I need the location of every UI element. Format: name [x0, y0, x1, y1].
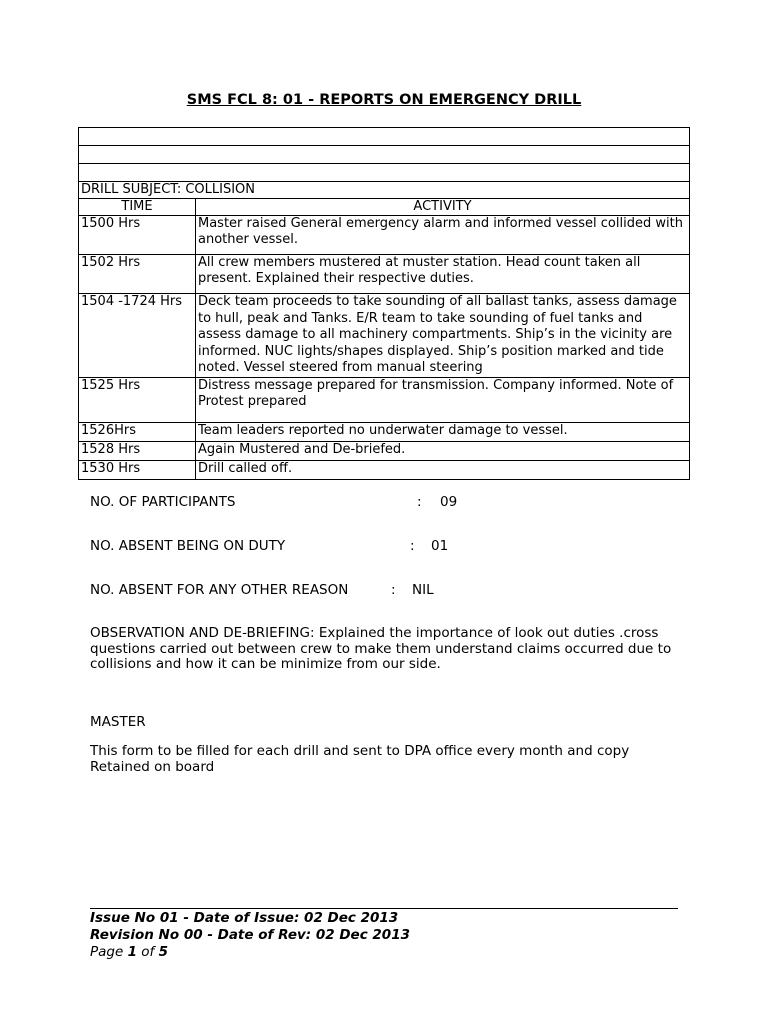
blank-row — [79, 164, 690, 182]
drill-subject: DRILL SUBJECT: COLLISION — [79, 182, 690, 199]
time-cell: 1526Hrs — [79, 423, 196, 442]
time-cell: 1500 Hrs — [79, 216, 196, 255]
activity-cell: Drill called off. — [196, 461, 690, 480]
page-title: SMS FCL 8: 01 - REPORTS ON EMERGENCY DRILL — [186, 92, 582, 108]
master-label: MASTER — [90, 714, 146, 730]
time-cell: 1528 Hrs — [79, 442, 196, 461]
activity-cell: All crew members mustered at muster station. Head count taken all present. Explained their respective duties. — [196, 255, 690, 294]
activity-cell: Master raised General emergency alarm and informed vessel collided with another vessel. — [196, 216, 690, 255]
blank-row — [79, 146, 690, 164]
table-row — [79, 442, 690, 461]
absent-other-colon: : — [391, 582, 396, 598]
absent-duty-value: 01 — [431, 538, 449, 554]
footer — [90, 910, 410, 961]
page-current: 1 — [127, 944, 137, 960]
revision-info: Revision No 00 - Date of Rev: 02 Dec 2013 — [90, 927, 410, 943]
page-prefix: Page — [90, 944, 128, 960]
blank-cell — [79, 146, 690, 164]
activity-cell: Again Mustered and De-briefed. — [196, 442, 690, 461]
drill-table — [78, 127, 690, 480]
absent-duty-colon: : — [410, 538, 415, 554]
absent-other-value: NIL — [412, 582, 434, 598]
form-note: This form to be filled for each drill and sent to DPA office every month and copy Retained on board — [90, 743, 630, 775]
activity-header: ACTIVITY — [196, 199, 690, 216]
table-row — [79, 294, 690, 378]
blank-cell — [79, 128, 690, 146]
activity-cell: Distress message prepared for transmission. Company informed. Note of Protest prepared — [196, 378, 690, 423]
observation-text: OBSERVATION AND DE-BRIEFING: Explained the importance of look out duties .cross questions carried out between crew to make them understand claims occurred due to collisions and how it can be minimize from our side. — [90, 625, 672, 672]
participants-colon: : — [417, 494, 422, 510]
blank-row — [79, 128, 690, 146]
header-row — [79, 199, 690, 216]
time-cell: 1502 Hrs — [79, 255, 196, 294]
table-row — [79, 378, 690, 423]
time-cell: 1530 Hrs — [79, 461, 196, 480]
participants-label: NO. OF PARTICIPANTS — [90, 494, 236, 510]
time-cell: 1504 -1724 Hrs — [79, 294, 196, 378]
time-cell: 1525 Hrs — [79, 378, 196, 423]
participants-value: 09 — [440, 494, 458, 510]
absent-duty-label: NO. ABSENT BEING ON DUTY — [90, 538, 286, 554]
page-of: of — [137, 944, 159, 960]
footer-rule — [90, 908, 678, 909]
table-row — [79, 461, 690, 480]
table-row — [79, 423, 690, 442]
activity-cell: Team leaders reported no underwater damage to vessel. — [196, 423, 690, 442]
blank-cell — [79, 164, 690, 182]
activity-cell: Deck team proceeds to take sounding of all ballast tanks, assess damage to hull, peak and Tanks. E/R team to take sounding of fuel tanks and assess damage to all machinery compartments. Ship’s in the vicinity are informed. NUC lights/shapes displayed. Ship’s position marked and tide noted. Vessel steered from manual steering — [196, 294, 690, 378]
time-header: TIME — [79, 199, 196, 216]
drill-subject-row — [79, 182, 690, 199]
page-total: 5 — [158, 944, 169, 960]
table-row — [79, 216, 690, 255]
page-number — [90, 944, 410, 961]
absent-other-label: NO. ABSENT FOR ANY OTHER REASON — [90, 582, 349, 598]
table-row — [79, 255, 690, 294]
issue-info: Issue No 01 - Date of Issue: 02 Dec 2013 — [90, 910, 399, 926]
